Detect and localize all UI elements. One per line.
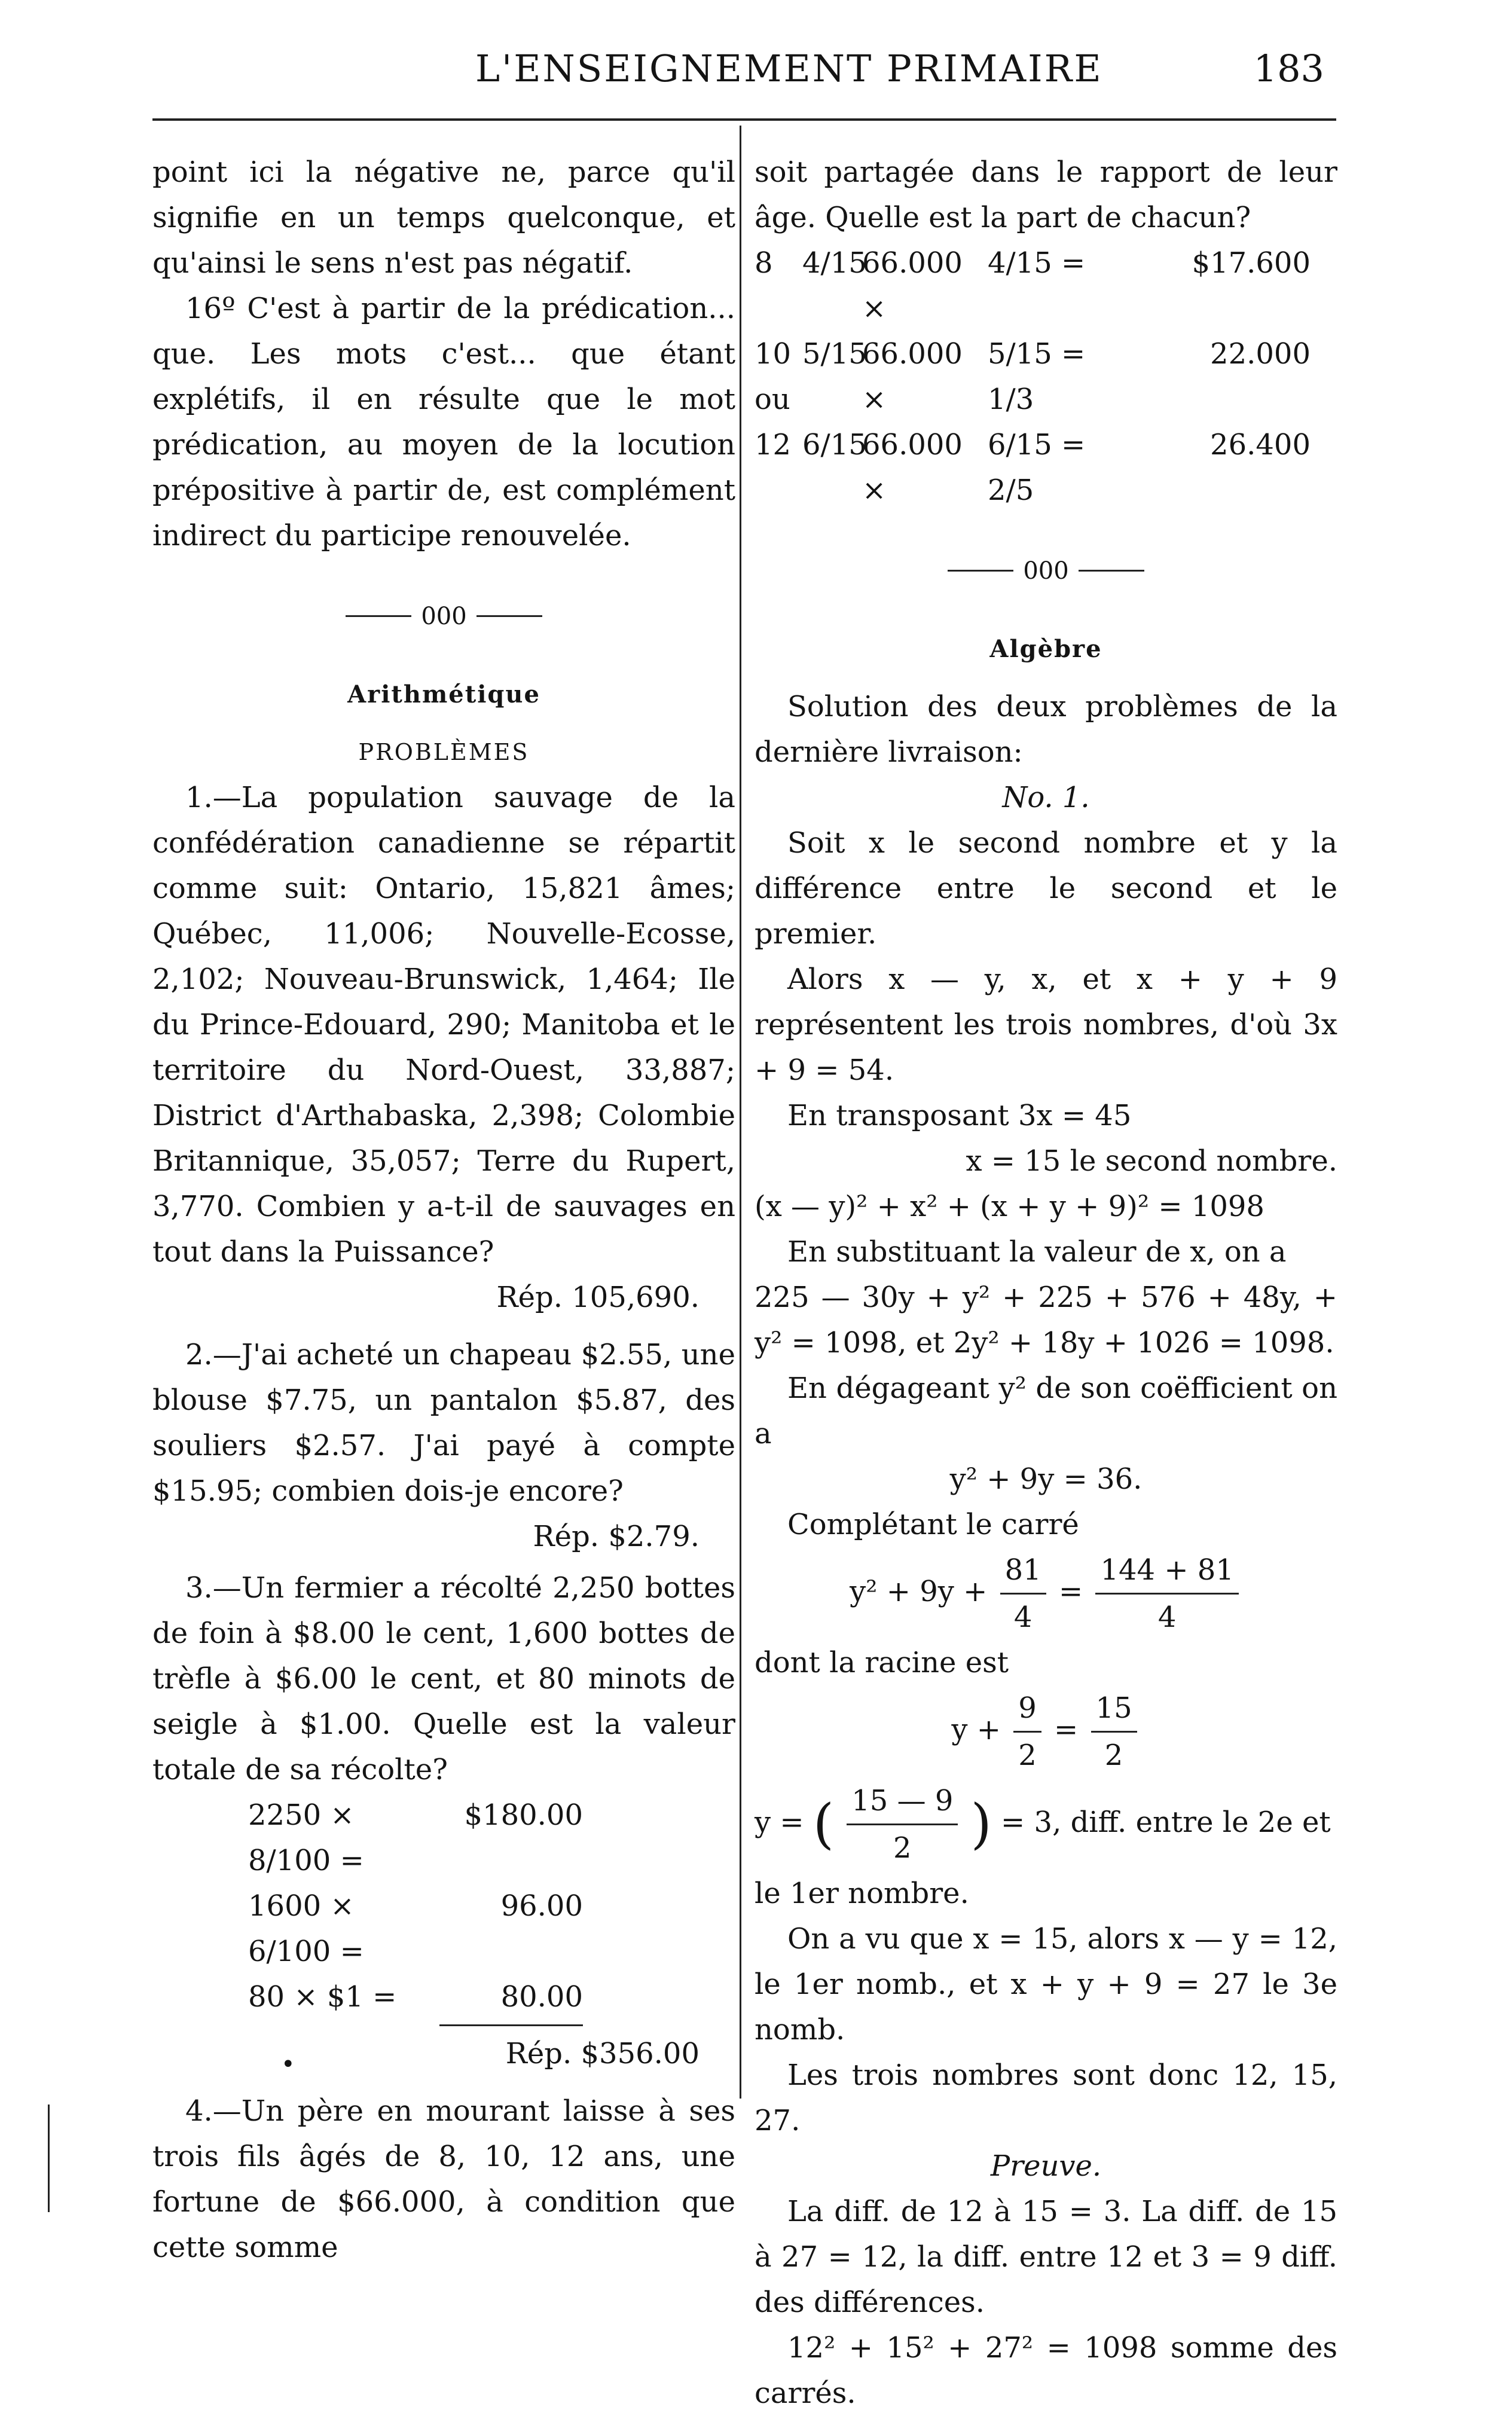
solution-line: En transposant 3x = 45 [787,1098,1132,1132]
problem-3: 3.—Un fermier a récolté 2,250 bottes de foin à $8.00 le cent, 1,600 bottes de trèfle à $6.00 le cent, et 80 minots de seigle à $1.00. Quelle est la valeur totale de sa récolte? [152,1571,735,1786]
paragraph-negation: point ici la négative ne, parce qu'il signifie en un temps quelconque, et qu'ainsi le sens n'est pas négatif. [152,155,735,280]
section-separator: 000 [152,591,735,639]
sum-rule [439,2024,583,2026]
solution-line: Les trois nombres sont donc 12, 15, 27. [755,2058,1337,2137]
equation-y: y = ( $\frac{15 — 9}{2}$ ) = 3, diff. entre le 2e et le 1er nombre. [755,1778,1337,1916]
stray-dot: • [281,2051,295,2078]
problem-3-calculation [248,1792,735,2026]
problem-4-continued: soit partagée dans le rapport de leur âge. Quelle est la part de chacun? [755,155,1337,234]
problem-2: 2.—J'ai acheté un chapeau $2.55, une blouse $7.75, un pantalon $5.87, des souliers $2.57. J'ai payé à compte $15.95; combien dois-je encore? [152,1337,735,1508]
shares-table: 8 4/15 66.000 × 4/15 = $17.600 10 ou 5/15 66.000 × 5/15 = 1/3 22.000 12 6/15 66.000 × 6/15 = 2/5 26.400 [755,246,1311,507]
problem-2-answer: Rép. $2.79. [533,1519,700,1553]
proof-title: Preuve. [990,2149,1102,2183]
equation-complete-square: y² + 9y + $\frac{81}{4}$ = $\frac{144 + 81}{4}$ [755,1547,1337,1640]
problem-1-answer: Rép. 105,690. [496,1280,700,1314]
solution-line: (x — y)² + x² + (x + y + 9)² = 1098 [755,1189,1264,1223]
calc-row: 2250 × 8/100 = $180.00 [248,1798,583,1877]
calc-row: 80 × $1 = 80.00 [248,1980,583,2014]
algebra-title: Algèbre [989,634,1102,663]
running-title: L'ENSEIGNEMENT PRIMAIRE [475,47,1103,90]
problem-3-answer: Rép. $356.00 [505,2036,700,2070]
algebra-intro: Solution des deux problèmes de la dernière livraison: [755,689,1337,769]
solution-line: On a vu que x = 15, alors x — y = 12, le 1er nomb., et x + y + 9 = 27 le 3e nomb. [755,1922,1337,2047]
arithmetic-title: Arithmétique [347,680,540,708]
left-column [152,149,735,2270]
solution-line: Complétant le carré [787,1507,1079,1541]
column-divider [740,126,741,2099]
section-separator: 000 [755,546,1337,594]
solution-line: Alors x — y, x, et x + y + 9 représentent les trois nombres, d'où 3x + 9 = 54. [755,962,1337,1087]
solution-line: Soit x le second nombre et y la différence entre le second et le premier. [755,826,1337,951]
page-number: 183 [1253,47,1324,90]
margin-line [48,2105,50,2212]
equation-root: y + $\frac{9}{2}$ = $\frac{15}{2}$ [755,1685,1337,1778]
solution-line: En substituant la valeur de x, on a [787,1235,1287,1269]
solution-line: En dégageant y² de son coëfficient on a [755,1371,1337,1450]
problem-1: 1.—La population sauvage de la confédération canadienne se répartit comme suit: Ontario, 15,821 âmes; Québec, 11,006; Nouvelle-Ecosse, 2,102; Nouveau-Brunswick, 1,464; Ile du Prince-Edouard, 290; Manitoba et le territoire du Nord-Ouest, 33,887; District d'Arthabaska, 2,398; Colombie Britannique, 35,057; Terre du Rupert, 3,770. Combien y a-t-il de sauvages en tout dans la Puissance? [152,780,735,1269]
solution-number: No. 1. [1002,780,1090,814]
page-header [152,42,1360,108]
solution-line: dont la racine est [755,1645,1009,1679]
problems-title: PROBLÈMES [358,738,530,765]
right-column [755,149,1337,2416]
proof-line: 12² + 15² + 27² = 1098 somme des carrés. [755,2331,1337,2410]
problem-4: 4.—Un père en mourant laisse à ses trois fils âgés de 8, 10, 12 ans, une fortune de $66.000, à condition que cette somme [152,2094,735,2264]
header-rule [152,118,1336,121]
solution-line: x = 15 le second nombre. [966,1144,1337,1178]
proof-line: La diff. de 12 à 15 = 3. La diff. de 15 à 27 = 12, la diff. entre 12 et 3 = 9 diff. des différences. [755,2194,1337,2319]
paragraph-16: 16º C'est à partir de la prédication... que. Les mots c'est... que étant explétifs, il en résulte que le mot prédication, au moyen de la locution prépositive à partir de, est complément indirect du participe renouvelée. [152,292,735,552]
solution-line: 225 — 30y + y² + 225 + 576 + 48y, + y² = 1098, et 2y² + 18y + 1026 = 1098. [755,1280,1337,1360]
calc-row: 1600 × 6/100 = 96.00 [248,1889,583,1968]
solution-line: y² + 9y = 36. [949,1462,1143,1496]
